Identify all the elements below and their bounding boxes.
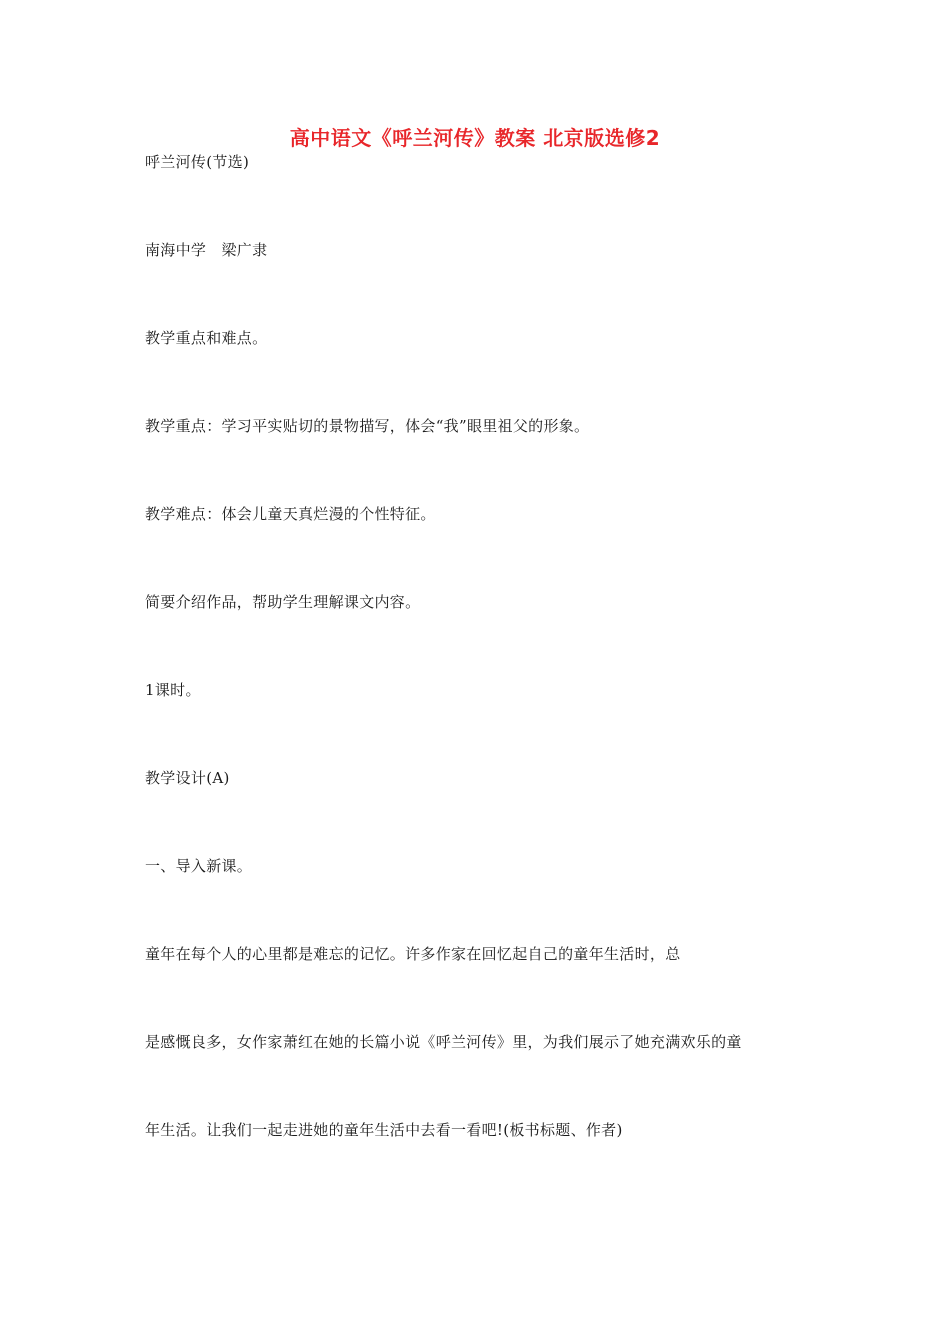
text-line-section-one: 一、导入新课。 [145, 857, 253, 875]
text-line-excerpt-title: 呼兰河传(节选) [145, 153, 250, 171]
text-line-paragraph-3: 年生活。让我们一起走进她的童年生活中去看一看吧!(板书标题、作者) [145, 1121, 623, 1139]
text-line-lesson-hours: 1课时。 [145, 681, 201, 699]
text-line-design-heading: 教学设计(A) [145, 769, 230, 787]
text-line-intro: 简要介绍作品，帮助学生理解课文内容。 [145, 593, 421, 611]
document-title: 高中语文《呼兰河传》教案 北京版选修2 [289, 126, 661, 150]
text-line-paragraph-1: 童年在每个人的心里都是难忘的记忆。许多作家在回忆起自己的童年生活时，总 [145, 945, 681, 963]
text-line-paragraph-2: 是感慨良多，女作家萧红在她的长篇小说《呼兰河传》里，为我们展示了她充满欢乐的童 [145, 1033, 742, 1051]
text-line-key-points-heading: 教学重点和难点。 [145, 329, 268, 347]
text-line-key-points: 教学重点：学习平实贴切的景物描写，体会“我”眼里祖父的形象。 [145, 417, 590, 435]
text-line-author: 南海中学 梁广隶 [145, 241, 268, 259]
text-line-difficulties: 教学难点：体会儿童天真烂漫的个性特征。 [145, 505, 436, 523]
